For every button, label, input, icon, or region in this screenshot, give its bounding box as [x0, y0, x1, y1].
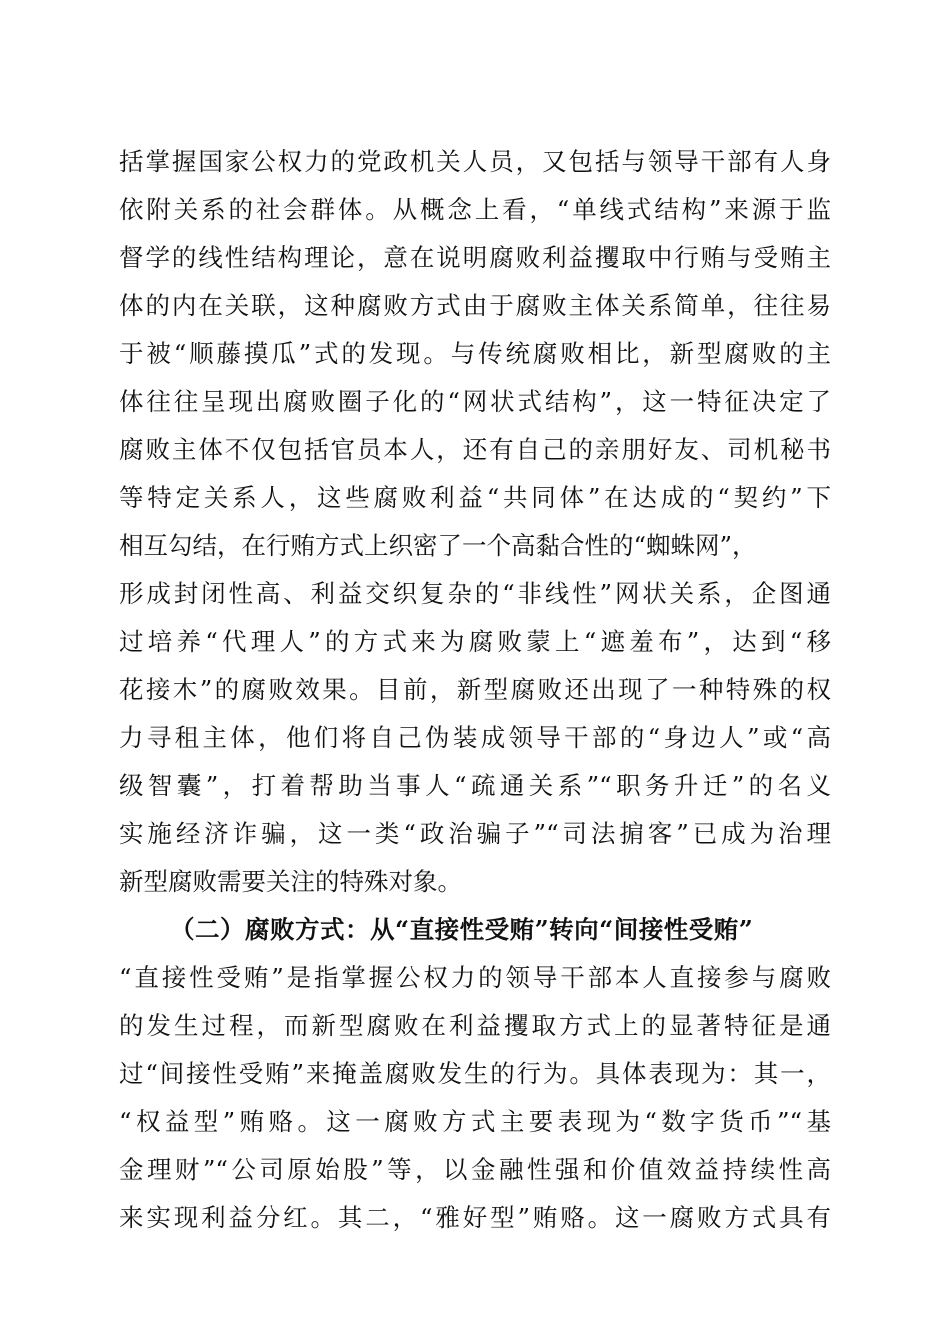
text-line: “直接性受贿”是指掌握公权力的领导干部本人直接参与腐败: [119, 963, 831, 992]
text-line: 过培养“代理人”的方式来为腐败蒙上“遮羞布”，达到“移: [119, 627, 831, 656]
text-line: 的发生过程，而新型腐败在利益攫取方式上的显著特征是通: [119, 1011, 831, 1040]
text-line: 级智囊”，打着帮助当事人“疏通关系”“职务升迁”的名义: [119, 771, 831, 800]
text-line: 腐败主体不仅包括官员本人，还有自己的亲朋好友、司机秘书: [119, 435, 831, 464]
text-line: 金理财”“公司原始股”等，以金融性强和价值效益持续性高: [119, 1155, 831, 1184]
text-line: 力寻租主体，他们将自己伪装成领导干部的“身边人”或“高: [119, 723, 831, 752]
text-line: 依附关系的社会群体。从概念上看，“单线式结构”来源于监: [119, 195, 831, 224]
section-heading: （二）腐败方式：从“直接性受贿”转向“间接性受贿”: [170, 915, 754, 944]
text-line: 实施经济诈骗，这一类“政治骗子”“司法掮客”已成为治理: [119, 819, 831, 848]
text-line: 来实现利益分红。其二，“雅好型”贿赂。这一腐败方式具有: [119, 1203, 831, 1232]
text-line: 体往往呈现出腐败圈子化的“网状式结构”，这一特征决定了: [119, 387, 831, 416]
text-line: 形成封闭性高、利益交织复杂的“非线性”网状关系，企图通: [119, 579, 831, 608]
text-line: 督学的线性结构理论，意在说明腐败利益攫取中行贿与受贿主: [119, 243, 831, 272]
text-line: 相互勾结，在行贿方式上织密了一个高黏合性的“蜘蛛网”，: [119, 531, 757, 560]
text-line: “权益型”贿赂。这一腐败方式主要表现为“数字货币”“基: [119, 1107, 831, 1136]
text-line: 过“间接性受贿”来掩盖腐败发生的行为。具体表现为：其一，: [119, 1059, 831, 1088]
text-line: 花接木”的腐败效果。目前，新型腐败还出现了一种特殊的权: [119, 675, 831, 704]
text-line: 体的内在关联，这种腐败方式由于腐败主体关系简单，往往易: [119, 291, 831, 320]
text-line: 等特定关系人，这些腐败利益“共同体”在达成的“契约”下: [119, 483, 831, 512]
text-line: 于被“顺藤摸瓜”式的发现。与传统腐败相比，新型腐败的主: [119, 339, 831, 368]
text-line: 新型腐败需要关注的特殊对象。: [119, 867, 462, 896]
text-line: 括掌握国家公权力的党政机关人员，又包括与领导干部有人身: [119, 147, 831, 176]
